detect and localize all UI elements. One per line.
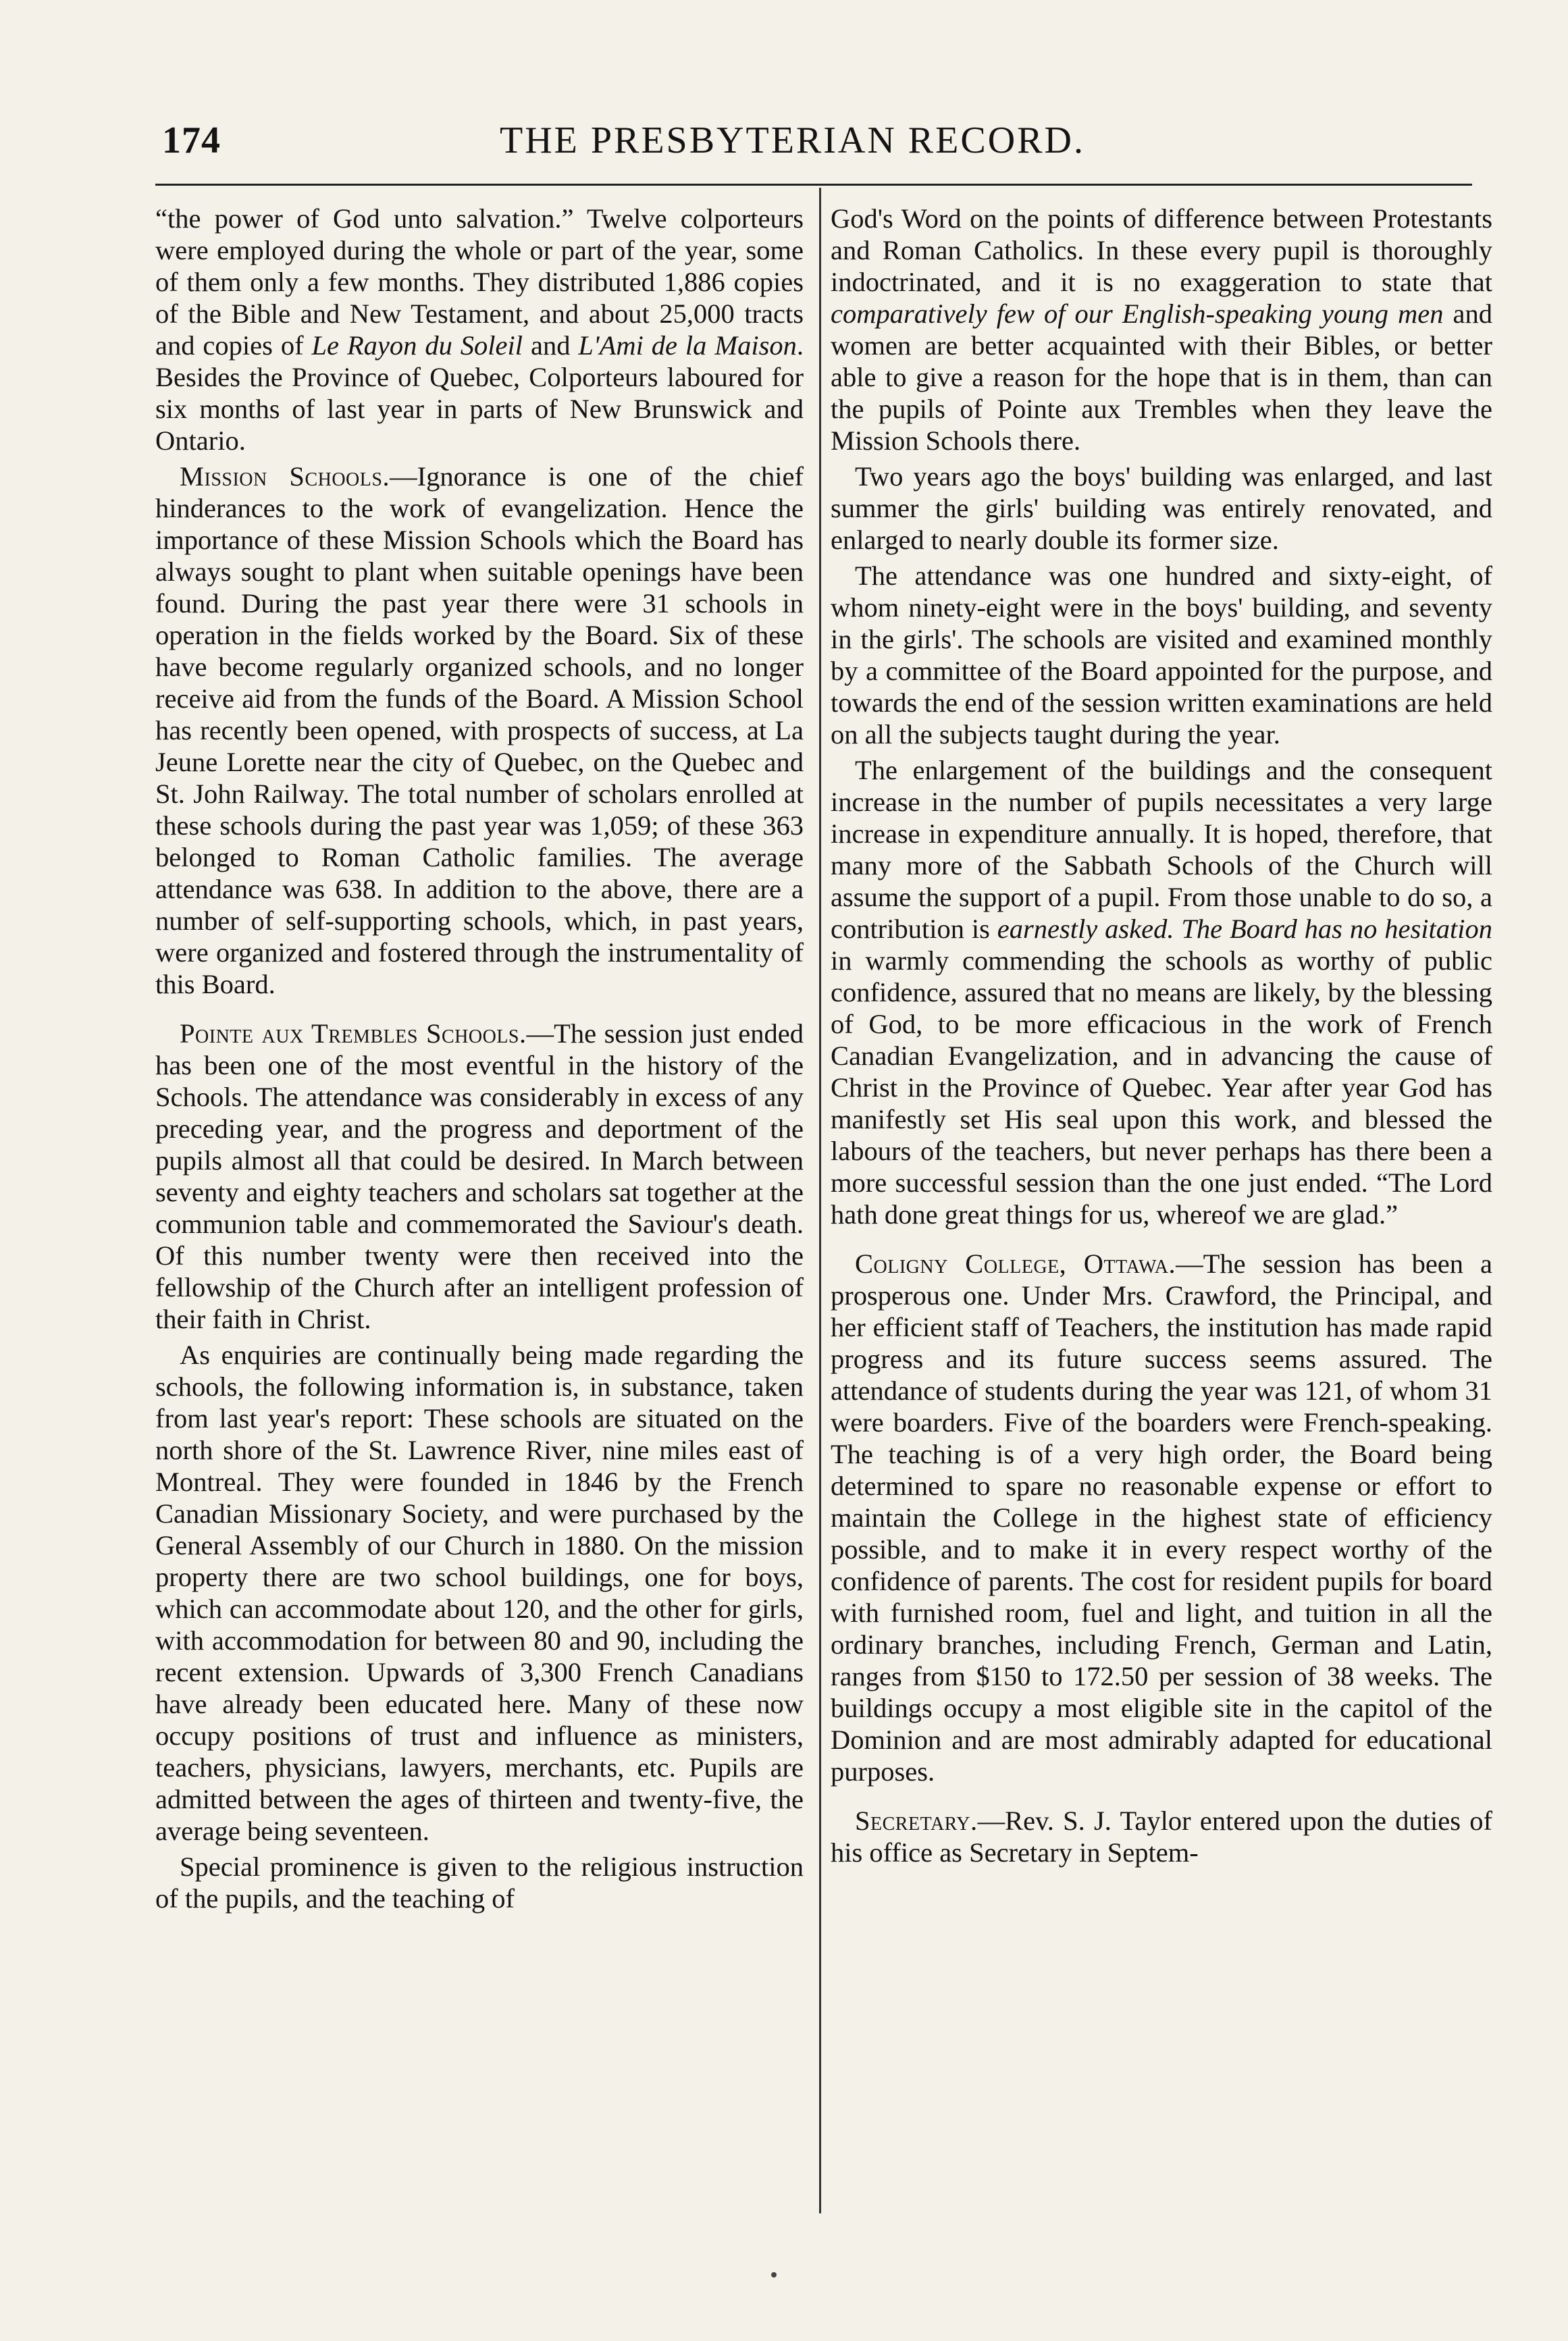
italic-title-ami: L'Ami de la Maison <box>578 330 797 361</box>
coligny-college-paragraph <box>831 1248 1492 1787</box>
buildings-paragraph: Two years ago the boys' building was enlarged, and last summer the girls' building was entirely renovated, and enlarged to nearly double its former size. <box>831 461 1492 555</box>
text-run: The enlargement of the buildings and the consequent increase in the number of pupils necessitates a very large increase in expenditure annually. It is hoped, therefore, that many more of the Sabbath Schools of the Church will assume the support of a pupil. From those unable to do so, a contribution is <box>831 755 1492 944</box>
right-column <box>831 203 1492 1872</box>
italic-phrase: comparatively few of our English-speaking young men <box>831 298 1444 329</box>
italic-phrase: earnestly asked. The Board has no hesitation <box>997 914 1492 944</box>
left-column <box>155 203 804 1918</box>
text-run: “the power of God unto salvation.” Twelve colporteurs were employed during the whole or part of the year, some of them only a few months. They distributed 1,886 copies of the Bible and New Testament, and about 25,000 tracts and copies of <box>155 203 804 361</box>
text-run: —Ignorance is one of the chief hinderances to the work of evangelization. Hence the importance of these Mission Schools which the Board has always sought to plant when suitable openings have been found. During the past year there were 31 schools in operation in the fields worked by the Board. Six of these have become regularly organized schools, and no longer receive aid from the funds of the Board. A Mission School has recently been opened, with prospects of success, at La Jeune Lorette near the city of Quebec, on the Quebec and St. John Railway. The total number of scholars enrolled at these schools during the past year was 1,059; of these 363 belonged to Roman Catholic families. The average attendance was 638. In addition to the above, there are a number of self-supporting schools, which, in past years, were organized and fostered through the instrumentality of this Board. <box>155 461 804 999</box>
section-heading-pointe-aux-trembles: Pointe aux Trembles Schools. <box>180 1018 527 1049</box>
attendance-paragraph: The attendance was one hundred and sixty-eight, of whom ninety-eight were in the boys' building, and seventy in the girls'. The schools are visited and examined monthly by a committee of the Board appointed for the purpose, and towards the end of the session written examinations are held on all the subjects taught during the year. <box>831 560 1492 749</box>
page-header <box>162 113 1486 167</box>
enquiries-paragraph: As enquiries are continually being made regarding the schools, the following information is, in substance, taken from last year's report: These schools are situated on the north shore of the St. Lawrence River, nine miles east of Montreal. They were founded in 1846 by the French Canadian Missionary Society, and were purchased by the General Assembly of our Church in 1880. On the mission property there are two school buildings, one for boys, which can accommodate about 120, and the other for girls, with accommodation for between 80 and 90, including the recent extension. Upwards of 3,300 French Canadians have already been educated here. Many of these now occupy positions of trust and influence as ministers, teachers, physicians, lawyers, merchants, etc. Pupils are admitted between the ages of thirteen and twenty-five, the average being seventeen. <box>155 1340 804 1846</box>
journal-title: THE PRESBYTERIAN RECORD. <box>500 120 1085 161</box>
page-number: 174 <box>162 120 221 161</box>
gods-word-paragraph <box>831 203 1492 456</box>
colporteurs-paragraph <box>155 203 804 456</box>
header-rule <box>155 184 1472 186</box>
section-heading-secretary: Secretary. <box>855 1806 978 1836</box>
text-run: God's Word on the points of difference between Protestants and Roman Catholics. In these every pupil is thoroughly indoctrinated, and it is no exaggeration to state that <box>831 203 1492 297</box>
print-speck <box>771 2272 777 2278</box>
mission-schools-paragraph <box>155 461 804 1000</box>
italic-title-rayon: Le Rayon du Soleil <box>311 330 523 361</box>
enlargement-paragraph <box>831 754 1492 1230</box>
column-divider <box>819 188 821 2213</box>
text-run: —The session just ended has been one of the most eventful in the history of the Schools. The attendance was considerably in excess of any preceding year, and the progress and deportment of the pupils almost all that could be desired. In March between seventy and eighty teachers and scholars sat together at the communion table and commemorated the Saviour's death. Of this number twenty were then received into the fellowship of the Church after an intelligent profession of their faith in Christ. <box>155 1018 804 1334</box>
text-run: . Besides the Province of Quebec, Colporteurs laboured for six months of last year in parts of New Brunswick and Ontario. <box>155 330 804 456</box>
secretary-paragraph <box>831 1805 1492 1868</box>
religious-instruction-paragraph: Special prominence is given to the religious instruction of the pupils, and the teaching of <box>155 1851 804 1914</box>
section-heading-mission-schools: Mission Schools. <box>180 461 390 492</box>
text-run: and women are better acquainted with their Bibles, or better able to give a reason for the hope that is in them, than can the pupils of Pointe aux Trembles when they leave the Mission Schools there. <box>831 298 1492 456</box>
text-run: in warmly commending the schools as worthy of public confidence, assured that no means are likely, by the blessing of God, to be more efficacious in the work of French Canadian Evangelization, and in advancing the cause of Christ in the Province of Quebec. Year after year God has manifestly set His seal upon this work, and blessed the labours of the teachers, but never perhaps has there been a more successful session than the one just ended. “The Lord hath done great things for us, whereof we are glad.” <box>831 945 1492 1230</box>
text-run: and <box>523 330 579 361</box>
pointe-aux-trembles-paragraph <box>155 1018 804 1335</box>
text-run: —Rev. S. J. Taylor entered upon the duties of his office as Secretary in Septem- <box>831 1806 1492 1868</box>
text-run: —The session has been a prosperous one. Under Mrs. Crawford, the Principal, and her efficient staff of Teachers, the institution has made rapid progress and its future success seems assured. The attendance of students during the year was 121, of whom 31 were boarders. Five of the boarders were French-speaking. The teaching is of a very high order, the Board being determined to spare no reasonable expense or effort to maintain the College in the highest state of efficiency possible, and to make it in every respect worthy of the confidence of parents. The cost for resident pupils for board with furnished room, fuel and light, and tuition in all the ordinary branches, including French, German and Latin, ranges from $150 to 172.50 per session of 38 weeks. The buildings occupy a most eligible site in the capitol of the Dominion and are most admirably adapted for educational purposes. <box>831 1248 1492 1787</box>
section-heading-coligny-college: Coligny College, Ottawa. <box>855 1248 1176 1279</box>
